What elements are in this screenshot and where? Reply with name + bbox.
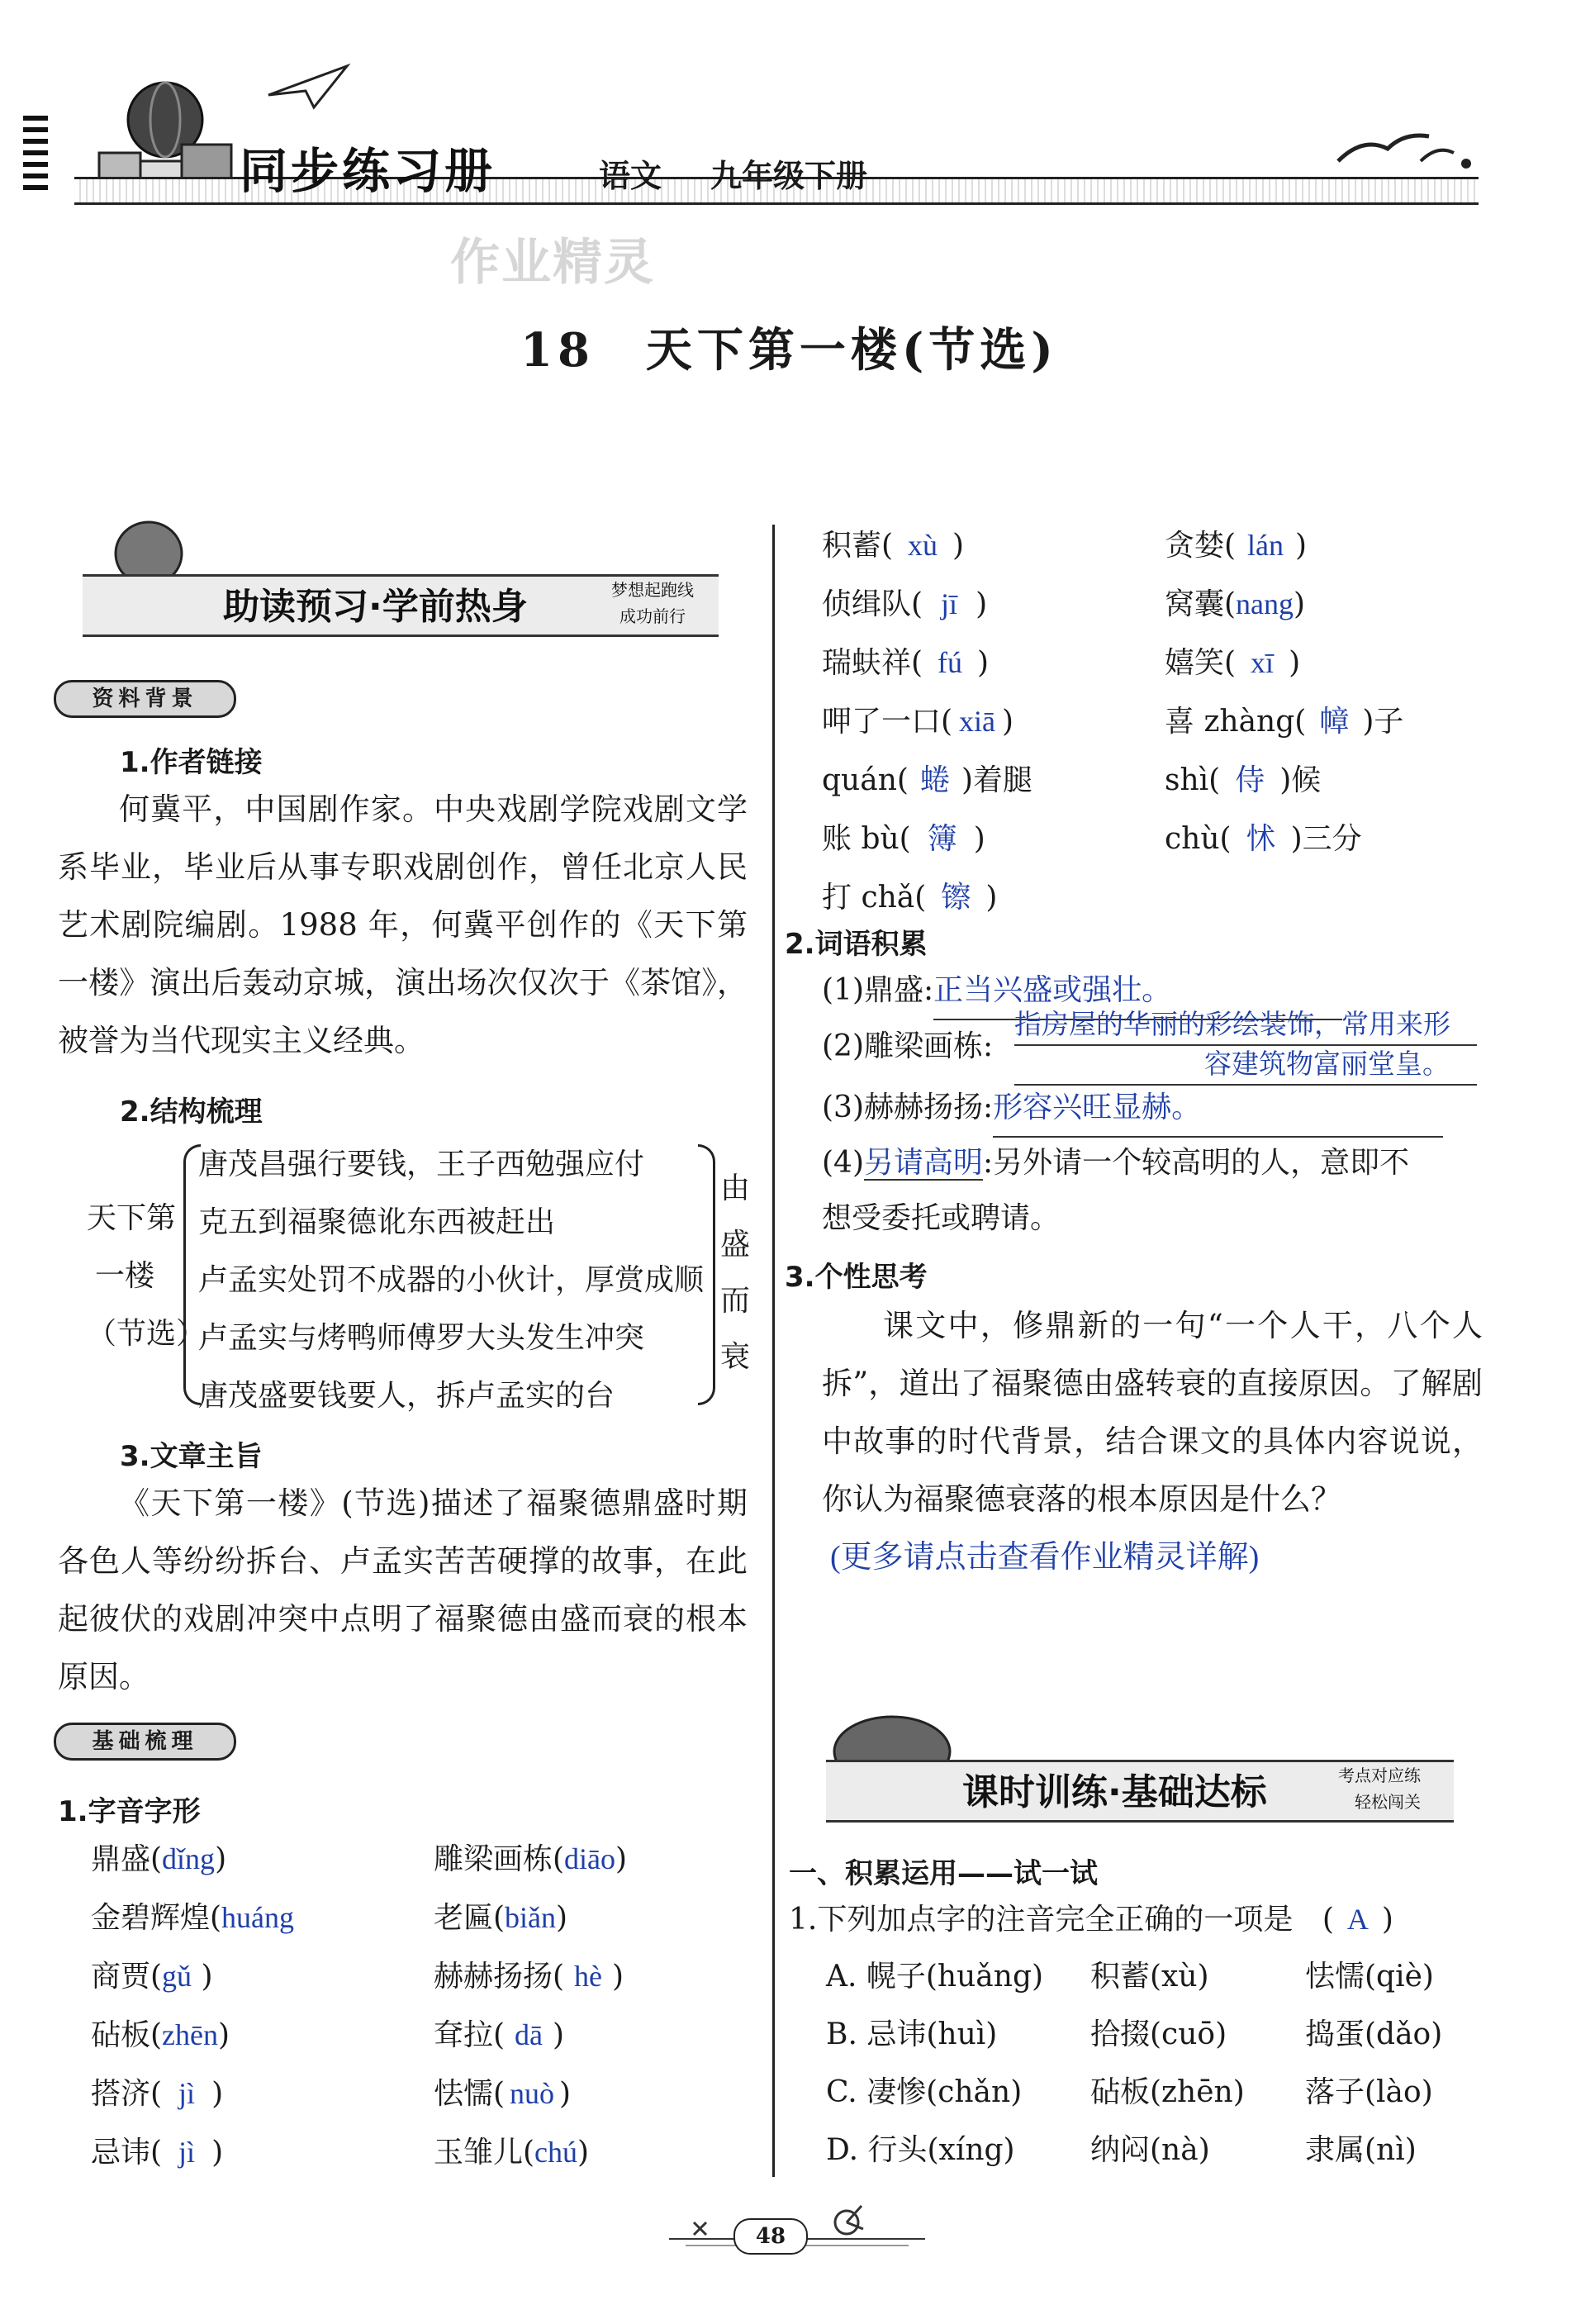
structure-item: 卢孟实与烤鸭师傅罗大头发生冲突	[198, 1321, 645, 1355]
birds-icon	[1330, 124, 1479, 182]
structure-left-label: 天下第 一楼 （节选）	[87, 1201, 206, 1351]
cy2-label: (2)雕梁画栋:	[822, 1029, 994, 1063]
pinyin-item: 搭济( jì )	[91, 2077, 224, 2111]
structure-item: 卢孟实处罚不成器的小伙计，厚赏成顺	[198, 1263, 705, 1297]
pinyin-item: 忌讳( jì )	[91, 2136, 224, 2170]
pinyin-item: 账 bù( 簿 )	[822, 822, 985, 856]
cy3: (3)赫赫扬扬:形容兴旺显赫。	[822, 1078, 1443, 1138]
more-details-link[interactable]: (更多请点击查看作业精灵详解)	[830, 1540, 1260, 1575]
s1-heading: 1.作者链接	[120, 746, 263, 779]
cy-heading: 2.词语积累	[785, 928, 928, 961]
pinyin-item: 怯懦( nuò )	[434, 2077, 572, 2111]
option-row: D. 行头(xíng) 纳闷(nà) 隶属(nì)	[826, 2133, 1417, 2167]
paper-plane-icon	[264, 62, 355, 112]
pinyin-item: 玉雏儿(chú)	[434, 2136, 590, 2170]
lesson-title: 18 天下第一楼(节选)	[520, 323, 1058, 378]
pinyin-item: 老匾(biǎn)	[434, 1901, 568, 1935]
pinyin-item: 打 chǎ( 镲 )	[822, 881, 998, 915]
pinyin-item: 嬉笑( xī )	[1165, 646, 1301, 680]
pinyin-item: shì( 侍 )候	[1165, 763, 1322, 797]
cy4: (4)另请高明:另外请一个较高明的人，意即不	[822, 1146, 1410, 1180]
pinyin-item: 商贾(gǔ )	[91, 1960, 213, 1994]
s2-heading: 2.结构梳理	[120, 1095, 263, 1129]
pinyin-item: 呷了一口( xiā )	[822, 705, 1014, 739]
page-number: 48	[733, 2218, 808, 2255]
left-banner-side-bottom: 成功前行	[619, 606, 686, 626]
pinyin-item: 窝囊(nang)	[1165, 587, 1306, 621]
pinyin-item: 砧板(zhēn)	[91, 2018, 230, 2052]
grade-label: 九年级下册	[710, 157, 868, 194]
pinyin-left-col-a	[91, 1830, 294, 2182]
watermark: 作业精灵	[450, 234, 655, 292]
gx-heading: 3.个性思考	[785, 1261, 928, 1294]
right-banner-side-bottom: 轻松闯关	[1355, 1792, 1421, 1812]
left-banner-title: 助读预习·学前热身	[223, 586, 528, 628]
pinyin-left-col-b	[434, 1830, 627, 2182]
structure-right-brace	[698, 1144, 715, 1405]
section-heading: 一、积累运用——试一试	[789, 1857, 1098, 1890]
pinyin-item: 赫赫扬扬( hè )	[434, 1960, 624, 1994]
tag-basic: 基础梳理	[54, 1723, 236, 1761]
pinyin-item: chù( 怵 )三分	[1165, 822, 1362, 856]
gx-text: 课文中，修鼎新的一句“一个人干，八个人拆”，道出了福聚德由盛转衰的直接原因。了解剧中故事的时代背景，结合课文的具体内容说说，你认为福聚德衰落的根本原因是什么？	[822, 1308, 1483, 1517]
tag-background: 资料背景	[54, 680, 236, 718]
q1: 1.下列加点字的注音完全正确的一项是 ( A )	[789, 1903, 1393, 1937]
column-divider	[772, 525, 775, 2177]
q1-options	[826, 1948, 1487, 2179]
option-row: C. 凄惨(chǎn) 砧板(zhēn) 落子(lào)	[826, 2075, 1433, 2109]
option-row: B. 忌讳(huì) 拾掇(cuō) 捣蛋(dǎo)	[826, 2017, 1443, 2051]
pinyin-item: 金碧辉煌(huáng	[91, 1901, 295, 1935]
pinyin-right-col-a	[822, 516, 1032, 927]
cy4-cont: 想受委托或聘请。	[822, 1201, 1061, 1235]
s1-text: 何冀平，中国剧作家。中央戏剧学院戏剧文学系毕业，毕业后从事专职戏剧创作，曾任北京人民艺术剧院编剧。1988 年，何冀平创作的《天下第一楼》演出后轰动京城，演出场次仅次于《茶馆》，被誉为当代现实主义经典。	[58, 791, 748, 1058]
structure-right-label: 由 盛 而 衰	[720, 1172, 751, 1374]
pinyin-item: 耷拉( dā )	[434, 2018, 565, 2052]
pinyin-item: 积蓄( xù )	[822, 529, 965, 563]
pinyin-item: 雕梁画栋(diāo)	[434, 1842, 628, 1876]
option-row: A. 幌子(huǎng) 积蓄(xù) 怯懦(qiè)	[826, 1960, 1434, 1994]
cy1: (1)鼎盛:正当兴盛或强壮。	[822, 961, 1342, 1020]
structure-item: 唐茂盛要钱要人，拆卢孟实的台	[198, 1379, 615, 1413]
pinyin-item: 贪婪( lán )	[1165, 529, 1308, 563]
structure-item: 克五到福聚德讹东西被赶出	[198, 1205, 556, 1239]
right-banner-title: 课时训练·基础达标	[962, 1771, 1267, 1813]
s3-text: 《天下第一楼》(节选)描述了福聚德鼎盛时期各色人等纷纷拆台、卢孟实苦苦硬撑的故事，在此起彼伏的戏剧冲突中点明了福聚德由盛而衰的根本原因。	[58, 1485, 748, 1694]
zy-heading: 1.字音字形	[58, 1795, 201, 1828]
structure-item: 唐茂昌强行要钱，王子西勉强应付	[198, 1148, 645, 1181]
s3-heading: 3.文章主旨	[120, 1440, 263, 1473]
pinyin-item: quán( 蜷 )着腿	[822, 763, 1032, 797]
structure-items	[198, 1136, 704, 1425]
pinyin-right-col-b	[1165, 516, 1403, 868]
book-title: 同步练习册	[240, 143, 496, 199]
cy2-answer: 指房屋的华丽的彩绘装饰，常用来形 容建筑物富丽堂皇。	[1014, 1006, 1477, 1086]
pinyin-item: 侦缉队( jī )	[822, 587, 988, 621]
left-banner-side-top: 梦想起跑线	[611, 580, 694, 600]
pinyin-item: 喜 zhàng( 幛 )子	[1165, 705, 1404, 739]
right-banner-side-top: 考点对应练	[1338, 1766, 1421, 1785]
subject-label: 语文	[599, 157, 662, 194]
pinyin-item: 瑞蚨祥( fú )	[822, 646, 990, 680]
pinyin-item: 鼎盛(dǐng)	[91, 1842, 227, 1876]
